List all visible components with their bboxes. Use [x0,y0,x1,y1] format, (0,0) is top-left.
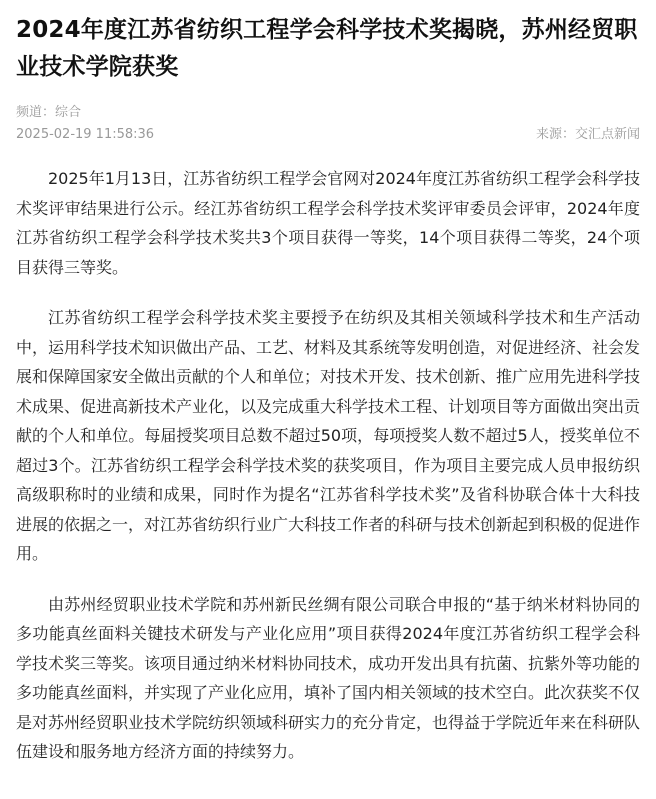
channel-value[interactable]: 综合 [55,105,82,120]
article-body [16,164,640,767]
datetime-source-row [16,124,640,146]
article-meta [16,102,640,146]
paragraph-1: 2025年1月13日，江苏省纺织工程学会官网对2024年度江苏省纺织工程学会科学技术奖评审结果进行公示。经江苏省纺织工程学会科学技术奖评审委员会评审，2024年度江苏省纺织工程学会科学技术奖共3个项目获得一等奖，14个项目获得二等奖，24个项目获得三等奖。 [16,169,640,277]
channel-row [16,102,640,124]
source-value[interactable]: 交汇点新闻 [574,127,640,142]
paragraph-2: 江苏省纺织工程学会科学技术奖主要授予在纺织及其相关领域科学技术和生产活动中，运用科学技术知识做出产品、工艺、材料及其系统等发明创造，对促进经济、社会发展和保障国家安全做出贡献的个人和单位；对技术开发、技术创新、推广应用先进科学技术成果、促进高新技术产业化，以及完成重大科学技术工程、计划项目等方面做出突出贡献的个人和单位。每届授奖项目总数不超过50项，每项授奖人数不超过5人，授奖单位不超过3个。江苏省纺织工程学会科学技术奖的获奖项目，作为项目主要完成人员申报纺织高级职称时的业绩和成果，同时作为提名“江苏省科学技术奖”及省科协联合体十大科技进展的依据之一，对江苏省纺织行业广大科技工作者的科研与技术创新起到积极的促进作用。 [16,308,641,563]
channel-label: 频道： [16,105,56,120]
source-label: 来源： [535,127,575,142]
paragraph-3: 由苏州经贸职业技术学院和苏州新民丝绸有限公司联合申报的“基于纳米材料协同的多功能真丝面料关键技术研发与产业化应用”项目获得2024年度江苏省纺织工程学会科学技术奖三等奖。该项目通过纳米材料协同技术，成功开发出具有抗菌、抗紫外等功能的多功能真丝面料，并实现了产业化应用，填补了国内相关领域的技术空白。此次获奖不仅是对苏州经贸职业技术学院纺织领域科研实力的充分肯定，也得益于学院近年来在科研队伍建设和服务地方经济方面的持续努力。 [16,594,641,761]
publish-datetime: 2025-02-19 11:58:36 [16,127,155,142]
article-title: 2024年度江苏省纺织工程学会科学技术奖揭晓，苏州经贸职业技术学院获奖 [16,17,638,80]
source-info [536,124,640,146]
